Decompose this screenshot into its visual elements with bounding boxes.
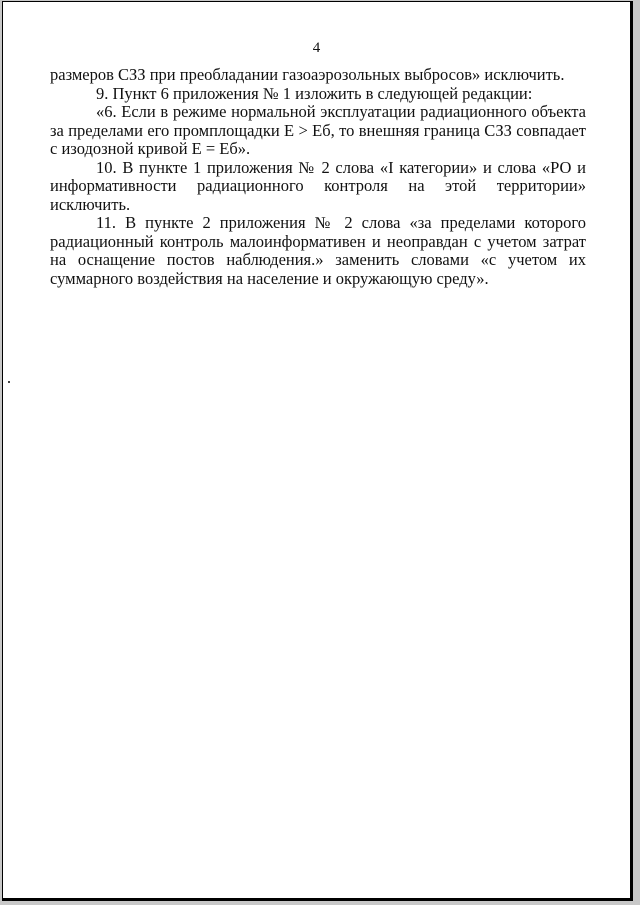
paragraph-item-9: 9. Пункт 6 приложения № 1 изложить в следующей редакции:: [96, 83, 533, 103]
document-page: [2, 1, 633, 901]
paragraph-item-6-quote: «6. Если в режиме нормальной эксплуатации радиационного объекта за пределами его промплощадки E > Eб, то внешняя граница СЗЗ совпадает с изодозной кривой E = Eб».: [50, 102, 586, 158]
paragraph-continuation: размеров СЗЗ при преобладании газоаэрозольных выбросов» исключить.: [50, 65, 565, 84]
paragraph-item-11: 11. В пункте 2 приложения № 2 слова «за пределами которого радиационный контроль малоинформативен и неоправдан с учетом затрат на оснащение постов наблюдения.» заменить словами «с учетом их суммарного воздействия на население и окружающую среду».: [50, 213, 586, 288]
paragraph-item-10: 10. В пункте 1 приложения № 2 слова «I категории» и слова «РО и информативности радиационного контроля на этой территории» исключить.: [50, 157, 586, 214]
page-number: 4: [312, 40, 321, 56]
document-body: [50, 66, 586, 288]
scan-artifact: [8, 381, 10, 383]
